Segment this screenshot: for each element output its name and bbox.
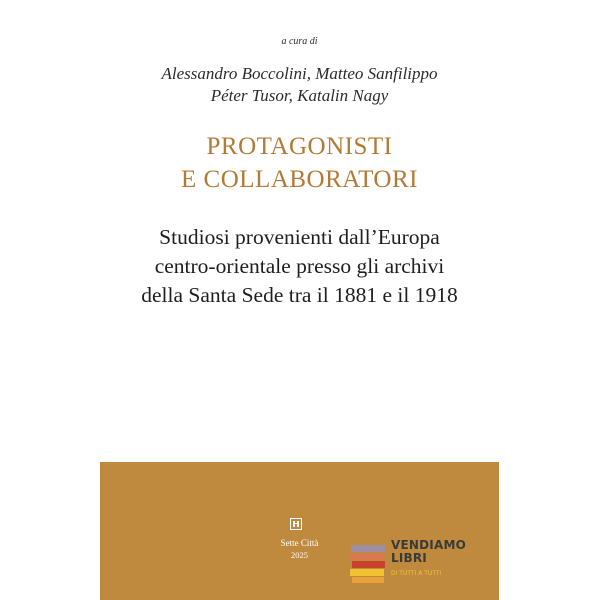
book-cover — [100, 0, 499, 600]
vendiamo-libri-watermark — [347, 535, 466, 587]
title-line-2: E COLLABORATORI — [181, 166, 418, 193]
publication-year: 2025 — [291, 550, 308, 560]
publisher-logo-icon — [290, 518, 302, 530]
watermark-title — [391, 539, 466, 565]
watermark-tagline: DI TUTTI A TUTTI — [391, 570, 442, 577]
book-subtitle — [100, 223, 499, 310]
editors-line-1: Alessandro Boccolini, Matteo Sanfilippo — [161, 64, 438, 83]
watermark-line-1: VENDIAMO — [391, 538, 466, 552]
curator-label: a cura di — [281, 36, 318, 47]
title-line-1: PROTAGONISTI — [206, 133, 393, 160]
subtitle-line-3: della Santa Sede tra il 1881 e il 1918 — [141, 283, 458, 307]
subtitle-line-2: centro-orientale presso gli archivi — [154, 254, 445, 278]
book-title — [100, 130, 499, 196]
subtitle-line-1: Studiosi provenienti dall’Europa — [159, 225, 440, 249]
watermark-line-2: LIBRI — [391, 551, 427, 565]
stacked-books-icon — [347, 539, 387, 585]
publisher-name: Sette Città — [280, 538, 319, 548]
editors-line-2: Péter Tusor, Katalin Nagy — [210, 86, 389, 105]
editors — [100, 63, 499, 107]
